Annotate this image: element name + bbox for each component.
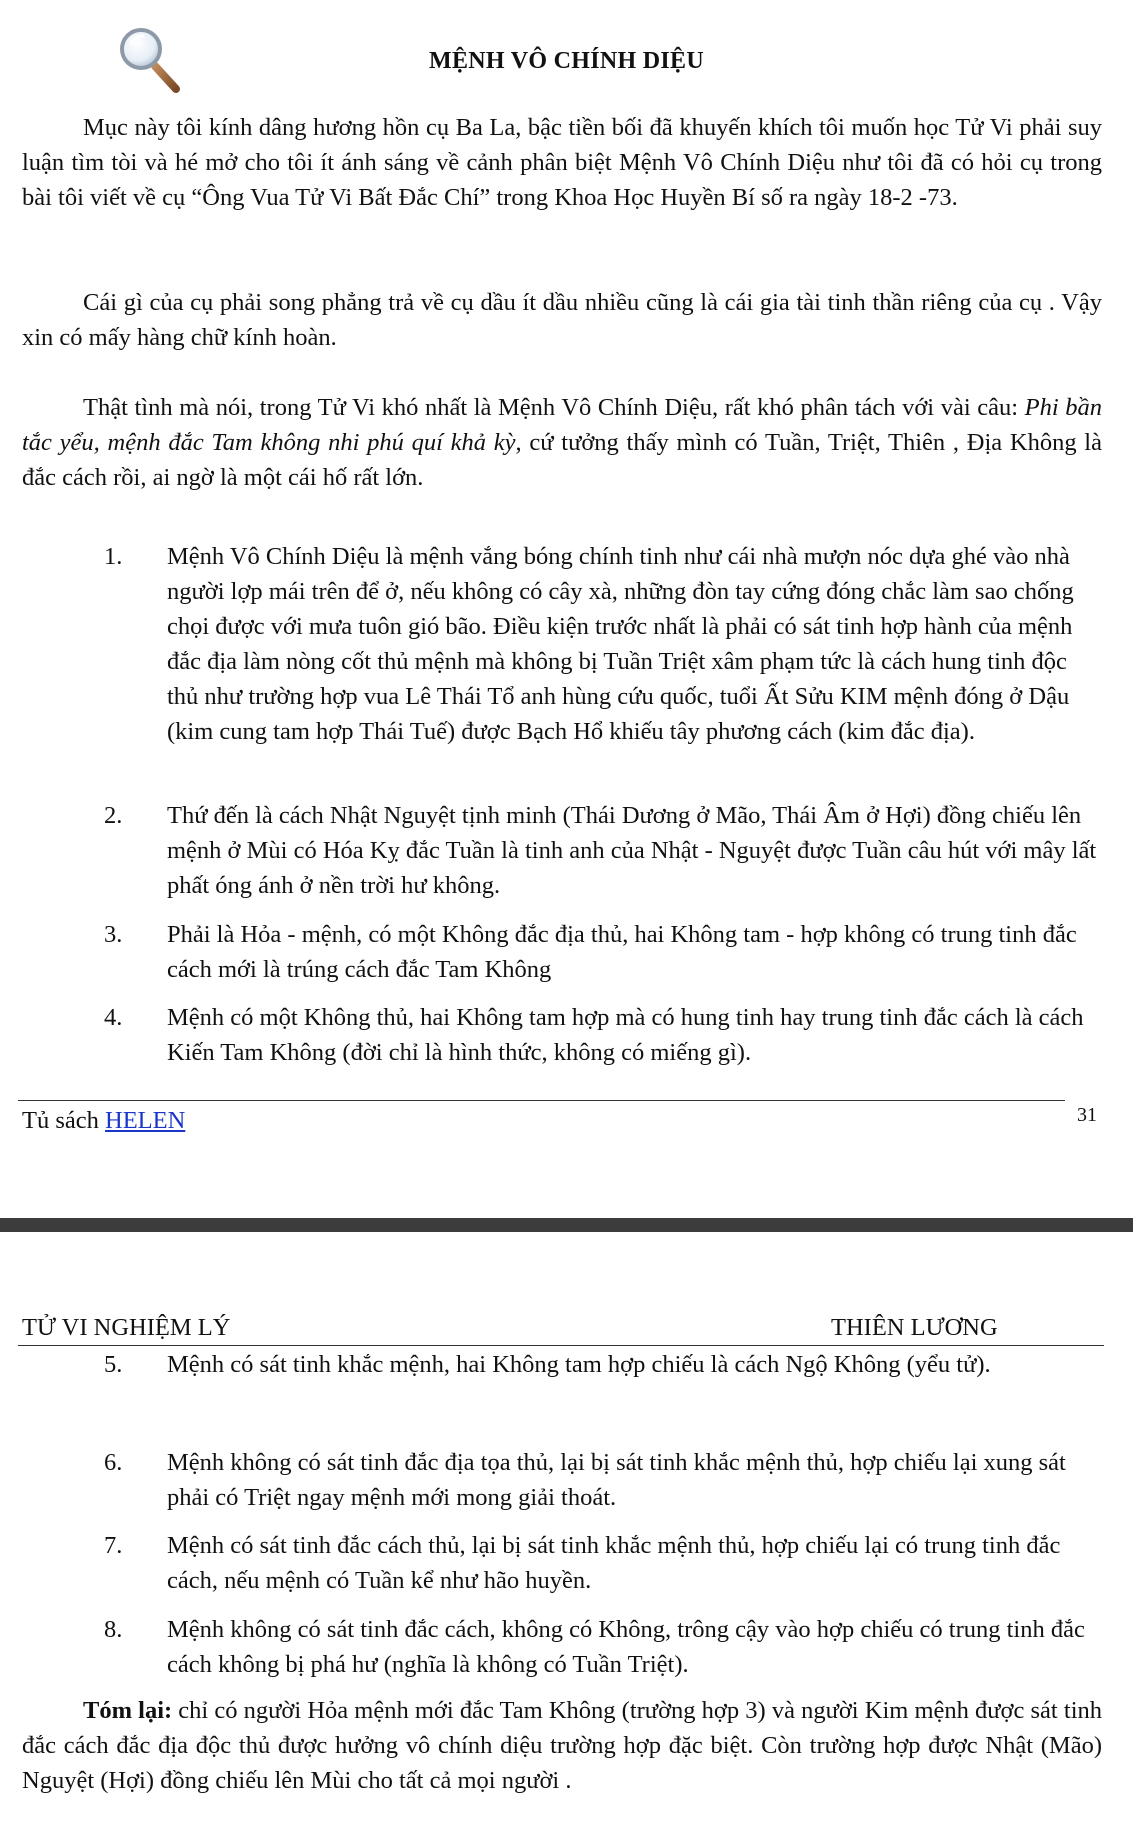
list-item-text: Thứ đến là cách Nhật Nguyệt tịnh minh (Thái Dương ở Mão, Thái Âm ở Hợi) đồng chiếu lên mệnh ở Mùi có Hóa Kỵ đắc Tuần là tinh anh của Nhật - Nguyệt được Tuần câu hút với mây lất phất óng ánh ở nền trời hư không. <box>167 802 1097 899</box>
list-item-number: 8. <box>104 1616 123 1643</box>
conclusion-label: Tóm lại: <box>83 1697 173 1724</box>
footer-prefix: Tủ sách <box>22 1107 105 1134</box>
running-header-author: THIÊN LƯƠNG <box>831 1314 998 1341</box>
list-item-text: Phải là Hỏa - mệnh, có một Không đắc địa thủ, hai Không tam - hợp không có trung tinh đắc cách mới là trúng cách đắc Tam Không <box>167 921 1077 983</box>
paragraph-introduction-lead: Thật tình mà nói, trong Tử Vi khó nhất là Mệnh Vô Chính Diệu, rất khó phân tách với vài câu: <box>83 394 1025 421</box>
paragraph-dedication <box>22 110 1102 215</box>
footer-bookshelf <box>22 1103 185 1138</box>
list-item-number: 3. <box>104 921 123 948</box>
conclusion-text: chỉ có người Hỏa mệnh mới đắc Tam Không (trường hợp 3) và người Kim mệnh được sát tinh đắc cách đắc địa độc thủ được hưởng vô chính diệu trường hợp đặc biệt. Còn trường hợp được Nhật (Mão) Nguyệt (Hợi) đồng chiếu lên Mùi cho tất cả mọi người . <box>22 1697 1102 1794</box>
footer-divider <box>18 1100 1065 1101</box>
page-separator <box>0 1218 1133 1232</box>
list-item-number: 1. <box>104 543 123 570</box>
list-item-text: Mệnh có sát tinh khắc mệnh, hai Không tam hợp chiếu là cách Ngộ Không (yểu tử). <box>167 1351 991 1378</box>
list-item-number: 6. <box>104 1449 123 1476</box>
paragraph-introduction-tail: , cứ tưởng thấy mình có Tuần, Triệt, Thiên , Địa Không là đắc cách rồi, ai ngờ là một cái hố rất lớn. <box>22 429 1102 491</box>
paragraph-introduction <box>22 390 1102 495</box>
list-item-number: 7. <box>104 1532 123 1559</box>
paragraph-return-text: Cái gì của cụ phải song phẳng trả về cụ dầu ít dầu nhiều cũng là cái gia tài tinh thần riêng của cụ . Vậy xin có mấy hàng chữ kính hoàn. <box>22 289 1102 351</box>
running-header-title: TỬ VI NGHIỆM LÝ <box>22 1314 231 1341</box>
document-page-32 <box>0 1232 1133 1833</box>
paragraph-return <box>22 285 1102 355</box>
list-item-number: 4. <box>104 1004 123 1031</box>
document-title: MỆNH VÔ CHÍNH DIỆU <box>429 48 704 74</box>
list-item-text: Mệnh có một Không thủ, hai Không tam hợp mà có hung tinh hay trung tinh đắc cách là cách Kiến Tam Không (đời chỉ là hình thức, không có miếng gì). <box>167 1004 1084 1066</box>
page-number: 31 <box>1077 1104 1097 1126</box>
list-item-text: Mệnh có sát tinh đắc cách thủ, lại bị sát tinh khắc mệnh thủ, hợp chiếu lại có trung tinh đắc cách, nếu mệnh có Tuần kể như hão huyền. <box>167 1532 1061 1594</box>
list-item-text: Mệnh không có sát tinh đắc cách, không có Không, trông cậy vào hợp chiếu có trung tinh đắc cách không bị phá hư (nghĩa là không có Tuần Triệt). <box>167 1616 1085 1678</box>
list-item-number: 5. <box>104 1351 123 1378</box>
paragraph-dedication-text: Mục này tôi kính dâng hương hồn cụ Ba La, bậc tiền bối đã khuyến khích tôi muốn học Tử Vi phải suy luận tìm tòi và hé mở cho tôi ít ánh sáng về cảnh phân biệt Mệnh Vô Chính Diệu như tôi đã có hỏi cụ trong bài tôi viết về cụ “Ông Vua Tử Vi Bất Đắc Chí” trong Khoa Học Huyền Bí số ra ngày 18-2 -73. <box>22 114 1102 211</box>
list-item-text: Mệnh không có sát tinh đắc địa tọa thủ, lại bị sát tinh khắc mệnh thủ, hợp chiếu lại xung sát phải có Triệt ngay mệnh mới mong giải thoát. <box>167 1449 1066 1511</box>
list-item-number: 2. <box>104 802 123 829</box>
paragraph-introduction-quote: Phi bần tắc yểu, mệnh đắc Tam không nhi phú quí khả kỳ <box>22 394 1102 456</box>
paragraph-conclusion <box>22 1693 1102 1798</box>
list-item-text: Mệnh Vô Chính Diệu là mệnh vắng bóng chính tinh như cái nhà mượn nóc dựa ghé vào nhà người lợp mái trên để ở, nếu không có cây xà, những đòn tay cứng đóng chắc làm sao chống chọi được với mưa tuôn gió bão. Điều kiện trước nhất là phải có sát tinh hợp hành của mệnh đắc địa làm nòng cốt thủ mệnh mà không bị Tuần Triệt xâm phạm tức là cách hung tinh độc thủ như trường hợp vua Lê Thái Tổ anh hùng cứu quốc, tuổi Ất Sửu KIM mệnh đóng ở Dậu (kim cung tam hợp Thái Tuế) được Bạch Hổ khiếu tây phương cách (kim đắc địa). <box>167 543 1074 745</box>
helen-link[interactable]: HELEN <box>105 1107 186 1134</box>
header-divider <box>18 1345 1104 1346</box>
